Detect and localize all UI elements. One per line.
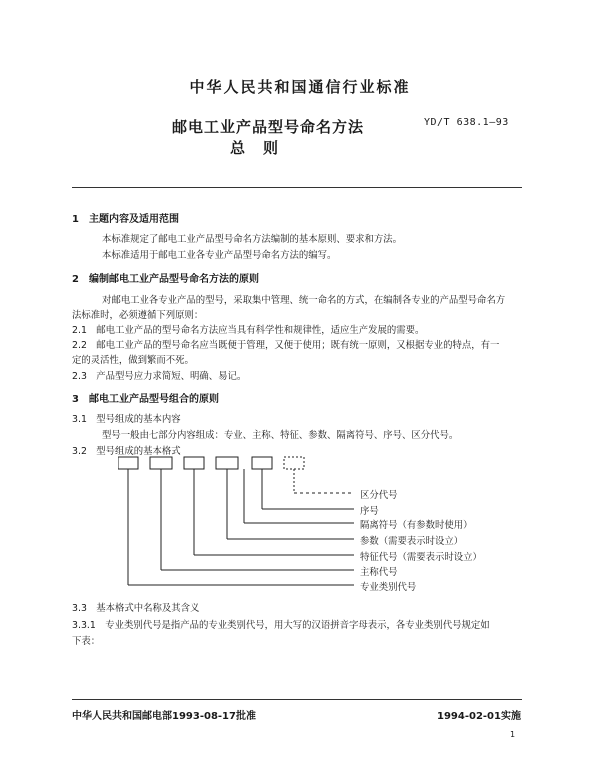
section-2-intro-line-2: 法标准时，必须遵循下列原则： bbox=[72, 310, 204, 321]
section-3-heading: 3 邮电工业产品型号组合的原则 bbox=[72, 394, 219, 405]
clause-3-3-1-line-2: 下表： bbox=[72, 636, 101, 647]
document-subtitle: 总则 bbox=[230, 139, 297, 157]
format-box-3 bbox=[184, 457, 204, 469]
approval-note: 中华人民共和国邮电部1993-08-17批准 bbox=[72, 711, 256, 722]
clause-3-1: 3.1 型号组成的基本内容 bbox=[72, 414, 181, 425]
page-number: 1 bbox=[510, 730, 516, 739]
clause-3-1-paragraph: 型号一般由七部分内容组成：专业、主称、特征、参数、隔离符号、序号、区分代号。 bbox=[102, 430, 459, 441]
label-main-name-code: 主称代号 bbox=[360, 567, 398, 578]
format-box-5 bbox=[252, 457, 272, 469]
label-distinguishing-code: 区分代号 bbox=[360, 490, 398, 501]
clause-2-3: 2.3 产品型号应力求简短、明确、易记。 bbox=[72, 371, 247, 382]
format-box-1 bbox=[118, 457, 138, 469]
model-format-diagram-lines bbox=[118, 455, 538, 595]
clause-3-3: 3.3 基本格式中名称及其含义 bbox=[72, 603, 200, 614]
clause-3-2: 3.2 型号组成的基本格式 bbox=[72, 446, 181, 457]
label-parameter: 参数（需要表示时设立） bbox=[360, 536, 464, 547]
footer-divider bbox=[72, 699, 522, 700]
standard-header-title: 中华人民共和国通信行业标准 bbox=[189, 78, 411, 96]
header-divider bbox=[72, 187, 522, 188]
standard-code: YD/T 638.1—93 bbox=[424, 117, 509, 128]
label-separator-symbol: 隔离符号（有参数时使用） bbox=[360, 520, 473, 531]
label-specialty-category-code: 专业类别代号 bbox=[360, 582, 417, 593]
document-title: 邮电工业产品型号命名方法 bbox=[172, 118, 365, 136]
section-1-heading: 1 主题内容及适用范围 bbox=[72, 214, 179, 225]
label-feature-code: 特征代号（需要表示时设立） bbox=[360, 552, 482, 563]
section-1-paragraph-2: 本标准适用于邮电工业各专业产品型号命名方法的编写。 bbox=[102, 250, 337, 261]
model-format-diagram bbox=[118, 455, 538, 595]
section-2-heading: 2 编制邮电工业产品型号命名方法的原则 bbox=[72, 274, 259, 285]
clause-3-3-1-line-1: 3.3.1 专业类别代号是指产品的专业类别代号，用大写的汉语拼音字母表示，各专业类别代号规定如 bbox=[72, 620, 490, 631]
format-box-6 bbox=[284, 457, 304, 469]
clause-2-2-line-1: 2.2 邮电工业产品的型号命名应当既便于管理，又便于使用；既有统一原则，又根据专业的特点，有一 bbox=[72, 340, 500, 351]
format-box-2 bbox=[150, 457, 172, 469]
section-2-intro-line-1: 对邮电工业各专业产品的型号，采取集中管理、统一命名的方式，在编制各专业的产品型号命名方 bbox=[102, 295, 506, 306]
effective-date: 1994-02-01实施 bbox=[437, 711, 521, 722]
section-1-paragraph-1: 本标准规定了邮电工业产品型号命名方法编制的基本原则、要求和方法。 bbox=[102, 234, 403, 245]
clause-2-2-line-2: 定的灵活性，做到繁而不死。 bbox=[72, 355, 194, 366]
label-serial-number: 序号 bbox=[360, 506, 379, 517]
format-box-4 bbox=[216, 457, 238, 469]
clause-2-1: 2.1 邮电工业产品的型号命名方法应当具有科学性和规律性，适应生产发展的需要。 bbox=[72, 325, 425, 336]
